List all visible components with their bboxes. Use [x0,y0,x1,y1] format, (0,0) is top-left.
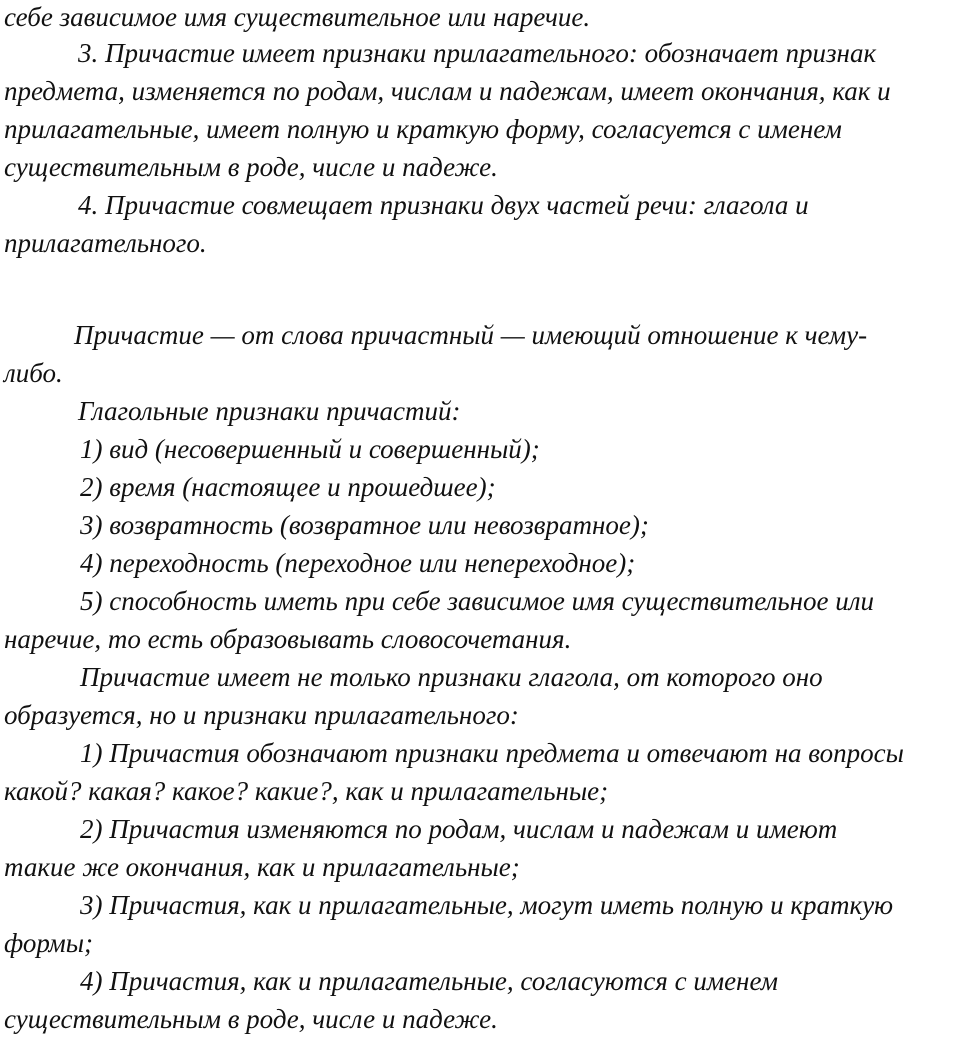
text-line: 2) время (настоящее и прошедшее); [80,472,496,502]
text-line: существительным в роде, числе и падеже. [4,1004,498,1034]
text-line: 5) способность иметь при себе зависимое имя существительное или [80,586,875,616]
text-line: 1) вид (несовершенный и совершенный); [80,434,540,464]
text-line: 4) Причастия, как и прилагательные, согласуются с именем [80,966,778,996]
text-line: 1) Причастия обозначают признаки предмета и отвечают на вопросы [80,738,904,768]
text-line: какой? какая? какое? какие?, как и прилагательные; [4,776,609,806]
text-line: прилагательные, имеет полную и краткую форму, согласуется с именем [4,114,842,144]
text-line: 4) переходность (переходное или непереходное); [80,548,636,578]
text-line: наречие, то есть образовывать словосочетания. [4,624,572,654]
text-line: 3) возвратность (возвратное или невозвратное); [80,510,649,540]
text-line: образуется, но и признаки прилагательного: [4,700,519,730]
text-line: существительным в роде, числе и падеже. [4,152,498,182]
text-line: 3) Причастия, как и прилагательные, могут иметь полную и краткую [80,890,894,920]
text-line: 4. Причастие совмещает признаки двух частей речи: глагола и [78,190,809,220]
text-line: прилагательного. [4,228,207,258]
text-line: Причастие — от слова причастный — имеющий отношение к чему- [74,320,868,350]
text-line: 2) Причастия изменяются по родам, числам и падежам и имеют [80,814,838,844]
text-line: либо. [4,358,63,388]
text-line: такие же окончания, как и прилагательные; [4,852,520,882]
text-line: себе зависимое имя существительное или наречие. [4,2,591,32]
text-line: 3. Причастие имеет признаки прилагательного: обозначает признак [78,38,877,68]
text-line: формы; [4,928,93,958]
text-line: Причастие имеет не только признаки глагола, от которого оно [80,662,823,692]
text-line: предмета, изменяется по родам, числам и падежам, имеет окончания, как и [4,76,891,106]
text-line: Глагольные признаки причастий: [78,396,461,426]
